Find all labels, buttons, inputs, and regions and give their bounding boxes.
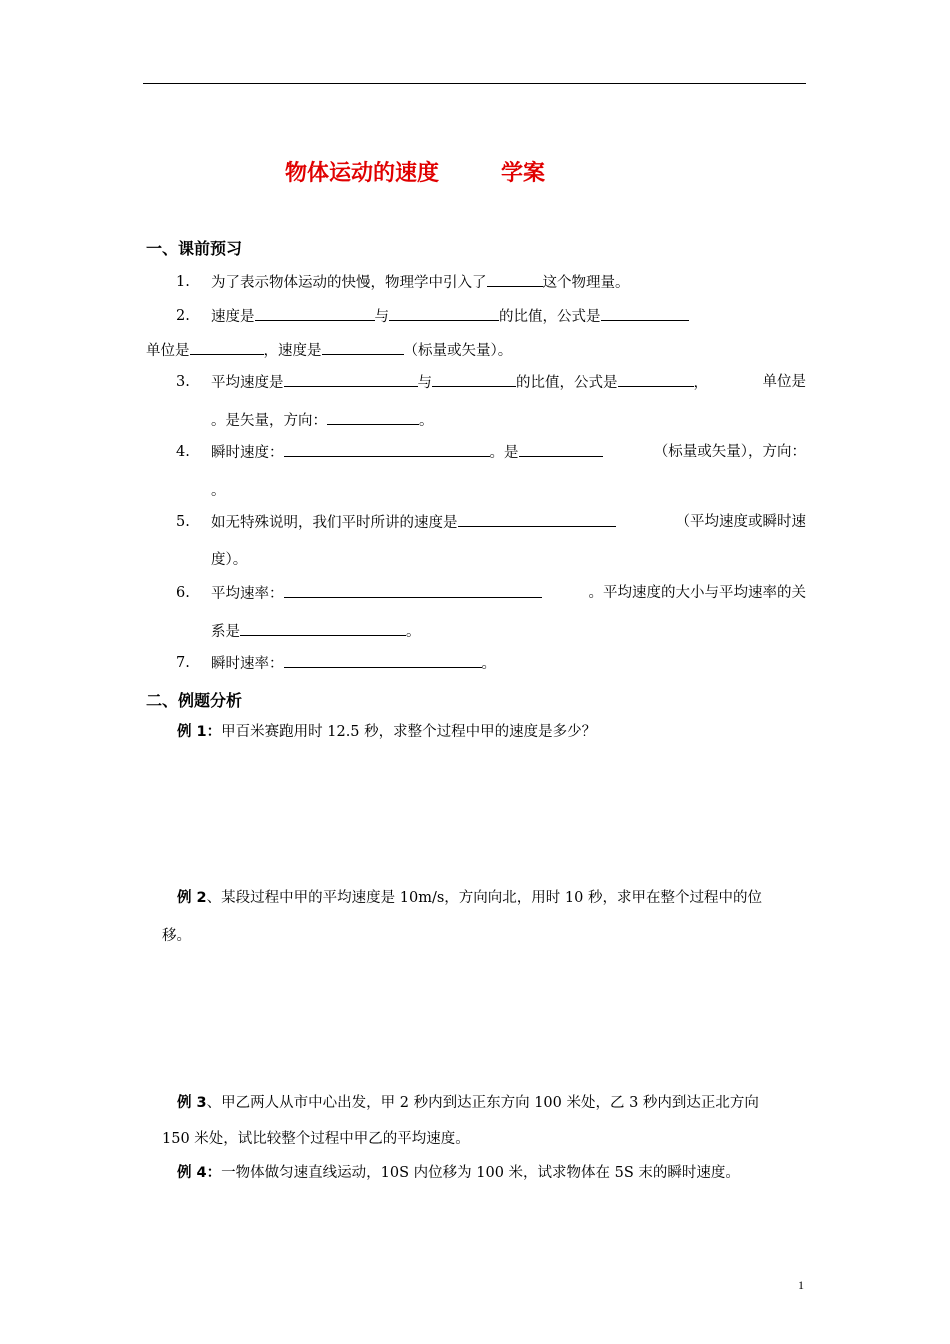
answer-blank (322, 340, 404, 355)
question-number: 2. (176, 308, 190, 324)
question-text: 平均速度是 (211, 375, 284, 391)
answer-blank (458, 512, 616, 527)
section-heading-preview: 一、课前预习 (146, 239, 243, 258)
question-text: 单位是 (146, 343, 190, 359)
question-7 (211, 653, 496, 674)
question-text: 。是 (489, 445, 519, 461)
example-label: 例 4： (177, 1165, 222, 1181)
page-title (285, 156, 545, 187)
question-3-cont (211, 410, 434, 431)
answer-blank (389, 306, 499, 321)
question-6-cont (211, 621, 421, 642)
example-text: 一物体做匀速直线运动，10S 内位移为 100 米，试求物体在 5S 末的瞬时速度。 (221, 1165, 740, 1181)
answer-blank (601, 306, 689, 321)
example-3 (177, 1093, 759, 1113)
question-text: 速度是 (211, 309, 255, 325)
answer-blank (240, 621, 406, 636)
answer-blank (519, 442, 603, 457)
question-text: 瞬时速度： (211, 445, 284, 461)
example-1 (177, 722, 596, 742)
question-4-cont: 。 (211, 483, 226, 499)
question-5-cont: 度）。 (211, 552, 248, 568)
example-4 (177, 1163, 740, 1183)
question-text: 。是矢量，方向： (211, 413, 327, 429)
question-number: 1. (176, 274, 190, 290)
answer-blank (190, 340, 264, 355)
example-2-cont: 移。 (162, 928, 191, 944)
question-text: 的比值，公式是 (499, 309, 601, 325)
question-text: 。平均速度的大小与平均速率的关 (588, 585, 806, 601)
question-number: 3. (176, 374, 190, 390)
question-text: 平均速率： (211, 586, 284, 602)
question-text: 为了表示物体运动的快慢，物理学中引入了 (211, 275, 487, 291)
question-text: 如无特殊说明，我们平时所讲的速度是 (211, 515, 458, 531)
answer-blank (327, 410, 419, 425)
question-text: 。 (419, 413, 434, 429)
question-6 (211, 583, 806, 604)
answer-blank (255, 306, 375, 321)
question-number: 7. (176, 655, 190, 671)
answer-blank (284, 372, 418, 387)
example-label: 例 1： (177, 724, 222, 740)
question-text: ， (693, 375, 708, 391)
question-number: 6. (176, 585, 190, 601)
answer-blank (487, 272, 543, 287)
question-3 (211, 372, 806, 393)
question-text: 。 (406, 624, 421, 640)
question-4 (211, 442, 806, 463)
answer-blank (284, 653, 482, 668)
question-text: （平均速度或瞬时速 (675, 514, 806, 530)
question-text: ，速度是 (263, 343, 322, 359)
answer-blank (618, 372, 694, 387)
answer-blank (284, 583, 542, 598)
header-rule (143, 83, 806, 84)
page-number: 1 (798, 1278, 804, 1292)
question-text: 与 (417, 375, 432, 391)
question-number: 5. (176, 514, 190, 530)
question-text: （标量或矢量），方向： (653, 444, 806, 460)
question-text: 系是 (211, 624, 240, 640)
question-text: 瞬时速率： (211, 656, 284, 672)
example-text: 、甲乙两人从市中心出发，甲 2 秒内到达正东方向 100 米处，乙 3 秒内到达正北方向 (206, 1095, 759, 1111)
question-text: 与 (374, 309, 389, 325)
question-text: 。 (481, 656, 496, 672)
question-text: 的比值，公式是 (516, 375, 618, 391)
answer-blank (432, 372, 516, 387)
title-main: 物体运动的速度 (285, 161, 440, 186)
question-text: 单位是 (762, 374, 806, 390)
question-5 (211, 512, 806, 533)
question-2 (211, 306, 689, 327)
question-2-cont (146, 340, 512, 361)
title-suffix: 学案 (501, 161, 546, 186)
question-text: （标量或矢量）。 (403, 343, 513, 359)
section-heading-examples: 二、例题分析 (146, 691, 243, 710)
answer-blank (284, 442, 490, 457)
example-label: 例 3 (177, 1095, 207, 1111)
question-text: 这个物理量。 (542, 275, 630, 291)
example-2 (177, 888, 762, 908)
example-text: 甲百米赛跑用时 12.5 秒，求整个过程中甲的速度是多少？ (221, 724, 597, 740)
question-number: 4. (176, 444, 190, 460)
example-3-cont: 150 米处，试比较整个过程中甲乙的平均速度。 (162, 1131, 470, 1147)
example-text: 、某段过程中甲的平均速度是 10m/s，方向向北，用时 10 秒，求甲在整个过程中的位 (206, 890, 762, 906)
question-1 (211, 272, 630, 293)
example-label: 例 2 (177, 890, 207, 906)
